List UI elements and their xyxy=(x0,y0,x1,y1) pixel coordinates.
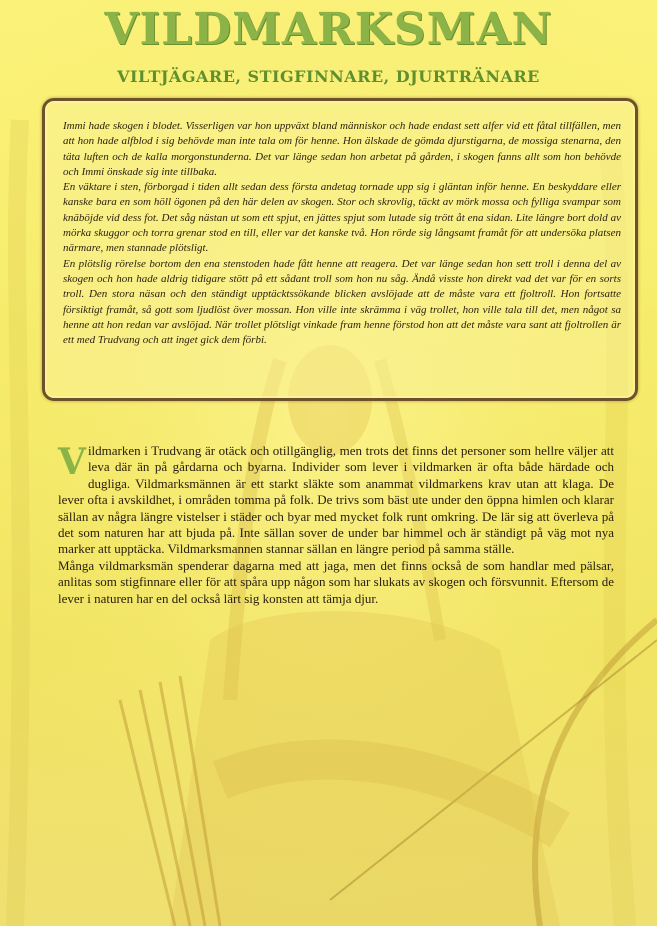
body-paragraph-text: ildmarken i Trudvang är otäck och otillgänglig, men trots det finns det personer som hellre väljer att leva där än på gårdarna och byarna. Individer som lever i vildmarken är ofta både härdade och dugliga. Vildmarksmännen är ett starkt släkte som anammat vildmarkens krav utan att klaga. De lever ofta i avskildhet, i områden tomma på folk. De trivs som bäst ute under den öppna himlen och klarar sällan av några längre vistelser i städer och byar med mycket folk runt omkring. De lär sig att överleva på det som naturen har att bjuda på. Inte sällan sover de under bar himmel och är ständigt på väg mot nya marker att upptäcka. Vildmarksmannen stannar sällan en längre period på samma ställe. xyxy=(58,443,614,557)
body-paragraph: Många vildmarksmän spenderar dagarna med att jaga, men det finns också de som handlar med pälsar, anlitas som stigfinnare eller för att spåra upp någon som har slukats av skogen och försvunnit. Eftersom de lever i naturen har en del också lärt sig konsten att tämja djur. xyxy=(58,557,614,606)
story-paragraph: En plötslig rörelse bortom den ena stenstoden hade fått henne att reagera. Det var länge sedan hon sett troll i denna del av skogen och hon hade aldrig tidigare stött på ett sådant troll som hon nu såg. Ändå visste hon direkt vad det var för en sorts troll. Den stora näsan och den ständigt upptäcktssökande blicken avslöjade att de måste vara ett fjoltroll. Hon fortsatte försiktigt framåt, så gott som ljudlöst över mossan. Hon ville inte skrämma i väg trollet, hon ville tala till det, men något sa henne att hon redan var avslöjad. När trollet plötsligt vinkade fram henne förstod hon att det måste vara sant att fjoltrollen är ett med Trudvang och att inget gick dem förbi. xyxy=(63,257,621,347)
drop-cap: V xyxy=(58,441,86,483)
page-title: VILDMARKSMAN xyxy=(104,4,553,55)
story-paragraph: En väktare i sten, förborgad i tiden allt sedan dess första andetag tornade upp sig i gläntan inför henne. En beskyddare eller kanske bara en som höll ögonen på den här delen av skogen. Stor och skrovlig, täckt av mörk mossa och fylliga svampar som knäböjde vid dess fot. Det såg nästan ut som ett spjut, en jättes spjut som lutade sig trött åt ena sidan. Lite längre bort dold av mörka skuggor och torra grenar stod en till, eller var det kanske två. Hon rörde sig långsamt framåt för att undersöka platsen närmare, men stannade plötsligt. xyxy=(63,181,621,255)
story-box xyxy=(42,98,638,401)
body-text xyxy=(58,443,614,607)
page-subtitle: VILTJÄGARE, STIGFINNARE, DJURTRÄNARE xyxy=(117,67,540,86)
body-paragraph xyxy=(58,443,614,558)
story-paragraph: Immi hade skogen i blodet. Visserligen var hon uppväxt bland människor och hade endast sett alfer vid ett fåtal tillfällen, men att hon hade alfblod i sig behövde man inte tala om för henne. Hon älskade de gömda djurstigarna, de mossiga stenarna, den täta luften och de kalla morgonstunderna. Det var länge sedan hon arbetat på gården, i skogen fanns allt som hon behövde och Immi önskade sig inte tillbaka. xyxy=(63,120,621,178)
